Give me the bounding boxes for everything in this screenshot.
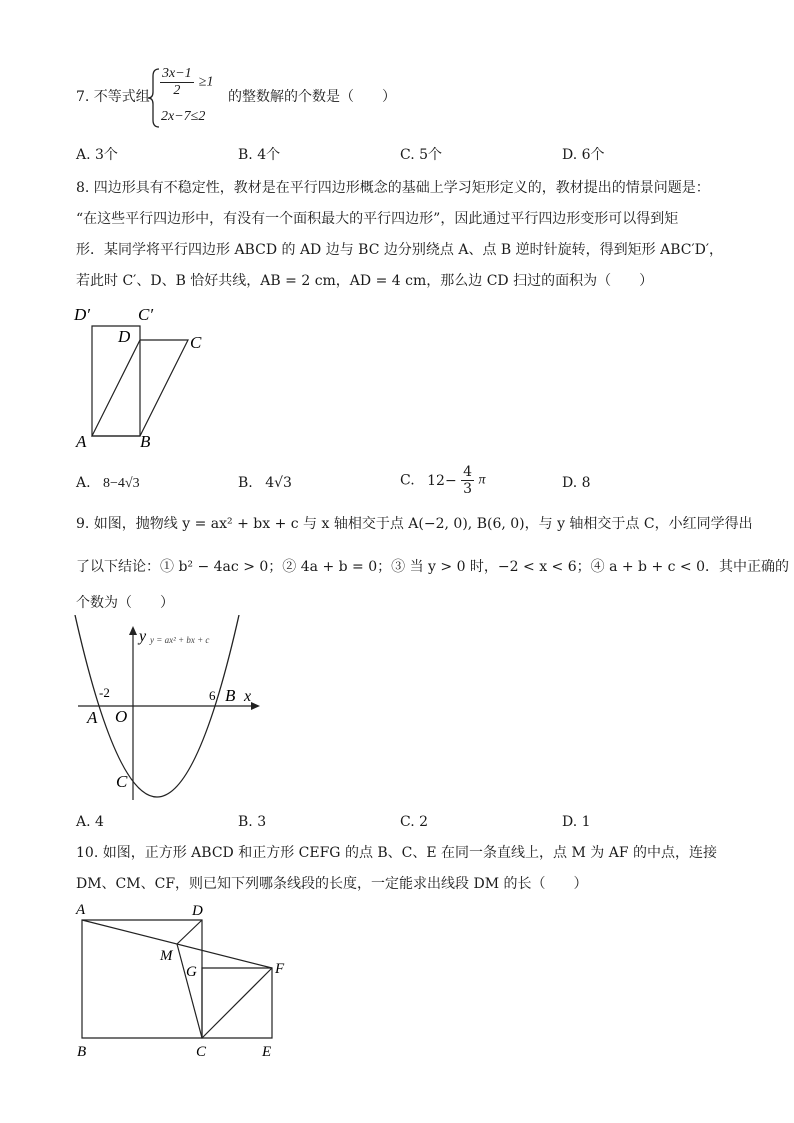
q10-label-c: C <box>196 1044 207 1060</box>
q7-option-a[interactable]: A. 3个 <box>76 147 118 163</box>
q10-label-d: D <box>192 903 203 919</box>
q9-figure <box>70 615 270 805</box>
q9-label-neg2: -2 <box>99 685 110 700</box>
q8-rectangle <box>92 326 140 436</box>
q8-option-a-value: 8−4√3 <box>103 476 140 491</box>
q8-line-2: “在这些平行四边形中，有没有一个面积最大的平行四边形”，因此通过平行四边形变形可以得到矩 <box>76 211 679 227</box>
q10-label-a: A <box>76 902 86 918</box>
q9-label-c: C <box>116 772 128 791</box>
q7-suffix: 的整数解的个数是（ ） <box>228 89 396 105</box>
q10-line-1: 10. 如图，正方形 ABCD 和正方形 CEFG 的点 B、C、E 在同一条直线上，点 M 为 AF 的中点，连接 <box>76 845 718 861</box>
q8-figure <box>70 300 220 455</box>
q8-line-1: 8. 四边形具有不稳定性，教材是在平行四边形概念的基础上学习矩形定义的，教材提出的情景问题是： <box>76 180 710 196</box>
q8-option-c-lead: 12− <box>427 472 457 489</box>
q8-option-c-denominator: 3 <box>463 481 473 497</box>
q10-label-g: G <box>186 964 197 980</box>
q9-label-b: B <box>225 686 236 705</box>
q9-option-a[interactable]: A. 4 <box>76 814 104 830</box>
q8-option-c[interactable] <box>400 464 486 497</box>
q9-line-1: 9. 如图，抛物线 y = ax² + bx + c 与 x 轴相交于点 A(−2, 0), B(6, 0)，与 y 轴相交于点 C，小红同学得出 <box>76 516 753 532</box>
q7-ineq1-denominator: 2 <box>173 83 181 98</box>
q10-segment-cm <box>177 944 202 1038</box>
q7-option-b[interactable]: B. 4个 <box>238 147 281 163</box>
q8-option-a-prefix: A. <box>76 475 91 491</box>
q7-ineq1-numerator: 3x−1 <box>162 66 192 81</box>
q9-label-curve: y = ax² + bx + c <box>150 635 210 645</box>
q8-label-c-prime: C′ <box>138 305 154 324</box>
q10-segment-cf <box>202 968 272 1038</box>
q10-label-m: M <box>160 948 173 964</box>
q8-label-d: D <box>118 327 131 346</box>
q10-label-e: E <box>262 1044 272 1060</box>
q8-label-b: B <box>140 432 151 451</box>
question-7 <box>0 60 794 170</box>
q8-option-b-value: 4√3 <box>265 475 292 491</box>
q8-option-b[interactable] <box>238 474 292 492</box>
q9-line-3: 个数为（ ） <box>76 595 174 611</box>
q8-option-c-pi: π <box>478 472 486 488</box>
q9-label-o: O <box>115 707 128 726</box>
q10-label-f: F <box>275 961 285 977</box>
q8-option-c-prefix: C. <box>400 472 415 489</box>
q7-inequality-1 <box>160 66 213 99</box>
q10-line-2: DM、CM、CF，则已知下列哪条线段的长度，一定能求出线段 DM 的长（ ） <box>76 876 588 892</box>
q10-figure <box>70 900 290 1065</box>
q9-label-y: y <box>139 628 147 645</box>
q8-line-3: 形．某同学将平行四边形 ABCD 的 AD 边与 BC 边分别绕点 A、点 B 逆时针旋转，得到矩形 ABC′D′， <box>76 242 724 258</box>
q8-option-b-prefix: B. <box>238 475 253 491</box>
q9-option-d[interactable]: D. 1 <box>562 814 591 830</box>
q7-inequality-2: 2x−7≤2 <box>161 109 206 124</box>
q9-y-axis-arrow-icon <box>129 626 137 635</box>
q10-label-b: B <box>77 1044 87 1060</box>
q8-label-a: A <box>76 432 87 451</box>
q9-label-six: 6 <box>209 688 216 703</box>
q9-line-2: 了以下结论：① b² − 4ac > 0；② 4a + b = 0；③ 当 y > 0 时，−2 < x < 6；④ a + b + c < 0．其中正确的 <box>76 559 790 575</box>
q8-label-d-prime: D′ <box>74 305 90 324</box>
q9-option-c[interactable]: C. 2 <box>400 814 429 830</box>
q7-ineq1-relation: ≥1 <box>198 74 214 90</box>
q9-label-a: A <box>87 708 98 727</box>
q10-segment-dm <box>177 920 202 944</box>
q9-option-b[interactable]: B. 3 <box>238 814 267 830</box>
q7-prefix: 7. 不等式组 <box>76 89 150 105</box>
q8-option-a[interactable] <box>76 474 140 493</box>
q8-option-c-numerator: 4 <box>463 464 473 480</box>
q7-option-d[interactable]: D. 6个 <box>562 147 605 163</box>
system-brace-icon <box>148 68 160 128</box>
q7-option-c[interactable]: C. 5个 <box>400 147 443 163</box>
q8-option-d[interactable]: D. 8 <box>562 475 591 491</box>
q9-x-axis-arrow-icon <box>251 702 260 710</box>
q9-label-x: x <box>244 688 252 705</box>
q8-line-4: 若此时 C′、D、B 恰好共线，AB = 2 cm，AD = 4 cm，那么边 CD 扫过的面积为（ ） <box>76 273 654 289</box>
q8-label-c: C <box>190 333 202 352</box>
